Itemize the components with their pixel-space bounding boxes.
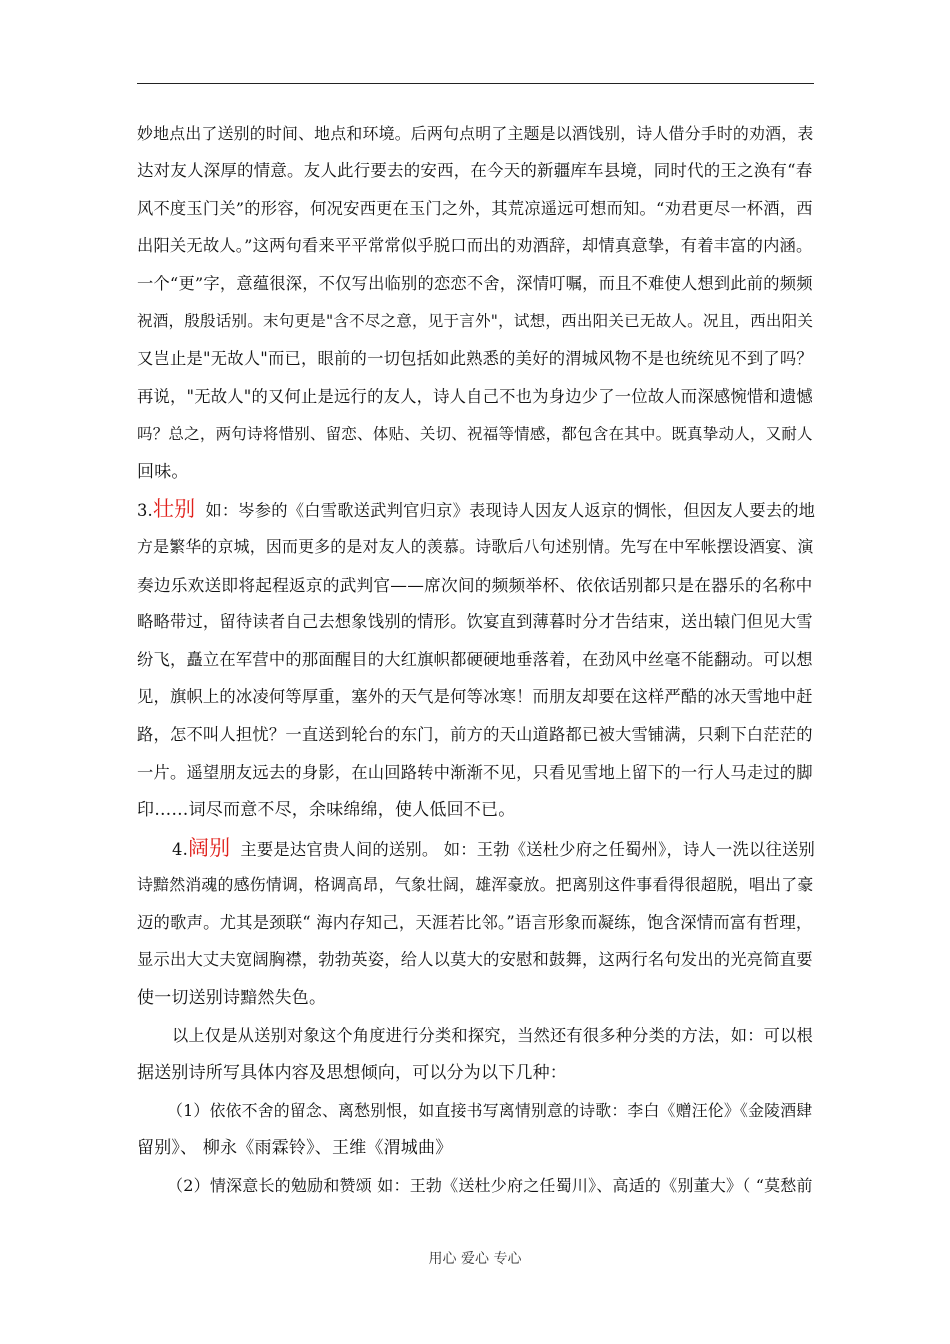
text-line: 奏边乐欢送即将起程返京的武判官——席次间的频频举杯、依依话别都只是在器乐的名称中 [137,575,813,595]
text-line: 据送别诗所写具体内容及思想倾向，可以分为以下几种： [137,1063,567,1083]
text-line: 回味。 [137,462,189,482]
text-line: 纷飞，矗立在军营中的那面醒目的大红旗帜都硬硬地垂落着，在劲风中丝毫不能翻动。可以想 [137,650,813,669]
section-3-text: 如：岑参的《白雪歌送武判官归京》表现诗人因友人返京的惆怅，但因友人要去的地 [205,501,816,520]
section-3-number: 3. [137,501,153,520]
text-line: 留别》、 柳永《雨霖铃》、王维《渭城曲》 [137,1138,453,1158]
section-4-first-line [172,838,817,860]
text-line: 达对友人深厚的情意。友人此行要去的安西，在今天的新疆库车县境，同时代的王之涣有“春 [137,161,813,180]
text-line: 再说，"无故人"的又何止是远行的友人，诗人自己不也为身边少了一位故人而深感惋惜和遗憾 [137,387,813,406]
text-line: （1）依依不舍的留念、离愁别恨，如直接书写离情别意的诗歌：李白《赠汪伦》《金陵酒肆 [167,1101,813,1120]
section-3-first-line [137,499,817,521]
text-line: 一个“更”字，意蕴很深，不仅写出临别的恋恋不舍，深情叮嘱，而且不难使人想到此前的频频 [137,274,813,293]
text-line: 吗？总之，两句诗将惜别、留恋、体贴、关切、祝福等情感，都包含在其中。既真挚动人，又耐人 [137,425,813,443]
section-3-heading: 壮别 [152,497,196,521]
text-line: 祝酒，殷殷话别。末句更是"含不尽之意，见于言外"，试想，西出阳关已无故人。况且，西出阳关 [137,312,814,330]
page-footer: 用心 爱心 专心 [428,1251,522,1267]
text-line: 见，旗帜上的冰凌何等厚重，塞外的天气是何等冰寒！而朋友却要在这样严酷的冰天雪地中赶 [137,687,813,706]
section-4-text: 主要是达官贵人间的送别。 如：王勃《送杜少府之任蜀州》，诗人一洗以往送别 [240,840,815,859]
text-line: 印……词尽而意不尽，余味绵绵，使人低回不已。 [137,800,516,820]
text-line: 使一切送别诗黯然失色。 [137,988,327,1008]
text-line: （2）情深意长的勉励和赞颂 如：王勃《送杜少府之任蜀川》、高适的《别董大》（ “莫愁前 [167,1176,813,1195]
text-line: 以上仅是从送别对象这个角度进行分类和探究，当然还有很多种分类的方法，如：可以根 [172,1026,813,1045]
text-line: 出阳关无故人。”这两句看来平平常常似乎脱口而出的劝酒辞，却情真意挚，有着丰富的内涵。 [137,236,813,255]
text-line: 方是繁华的京城，因而更多的是对友人的羡慕。诗歌后八句述别情。先写在中军帐摆设酒宴、演 [137,537,814,556]
header-rule [137,83,814,84]
text-line: 一片。遥望朋友远去的身影，在山回路转中渐渐不见，只看见雪地上留下的一行人马走过的脚 [137,763,813,782]
text-line: 风不度玉门关”的形容，何况安西更在玉门之外，其荒凉遥远可想而知。“劝君更尽一杯酒，西 [137,199,813,218]
text-line: 迈的歌声。尤其是颈联“ 海内存知己，天涯若比邻。”语言形象而凝练，饱含深情而富有哲理， [137,913,813,932]
text-line: 诗黯然消魂的感伤情调，格调高昂，气象壮阔，雄浑豪放。把离别这件事看得很超脱，唱出了豪 [137,875,814,894]
text-line: 又岂止是"无故人"而已，眼前的一切包括如此熟悉的美好的渭城风物不是也统统见不到了吗？ [137,349,813,368]
text-line: 显示出大丈夫宽阔胸襟，勃勃英姿，给人以莫大的安慰和鼓舞，这两行名句发出的光亮简直要 [137,950,813,969]
section-4-heading: 阔别 [187,836,231,860]
text-line: 略略带过，留待读者自己去想象饯别的情形。饮宴直到薄暮时分才告结束，送出辕门但见大雪 [137,612,813,631]
text-line: 路，怎不叫人担忧？一直送到轮台的东门，前方的天山道路都已被大雪铺满，只剩下白茫茫的 [137,725,813,744]
section-4-number: 4. [172,840,188,859]
text-line: 妙地点出了送别的时间、地点和环境。后两句点明了主题是以酒饯别，诗人借分手时的劝酒，表 [137,124,814,143]
